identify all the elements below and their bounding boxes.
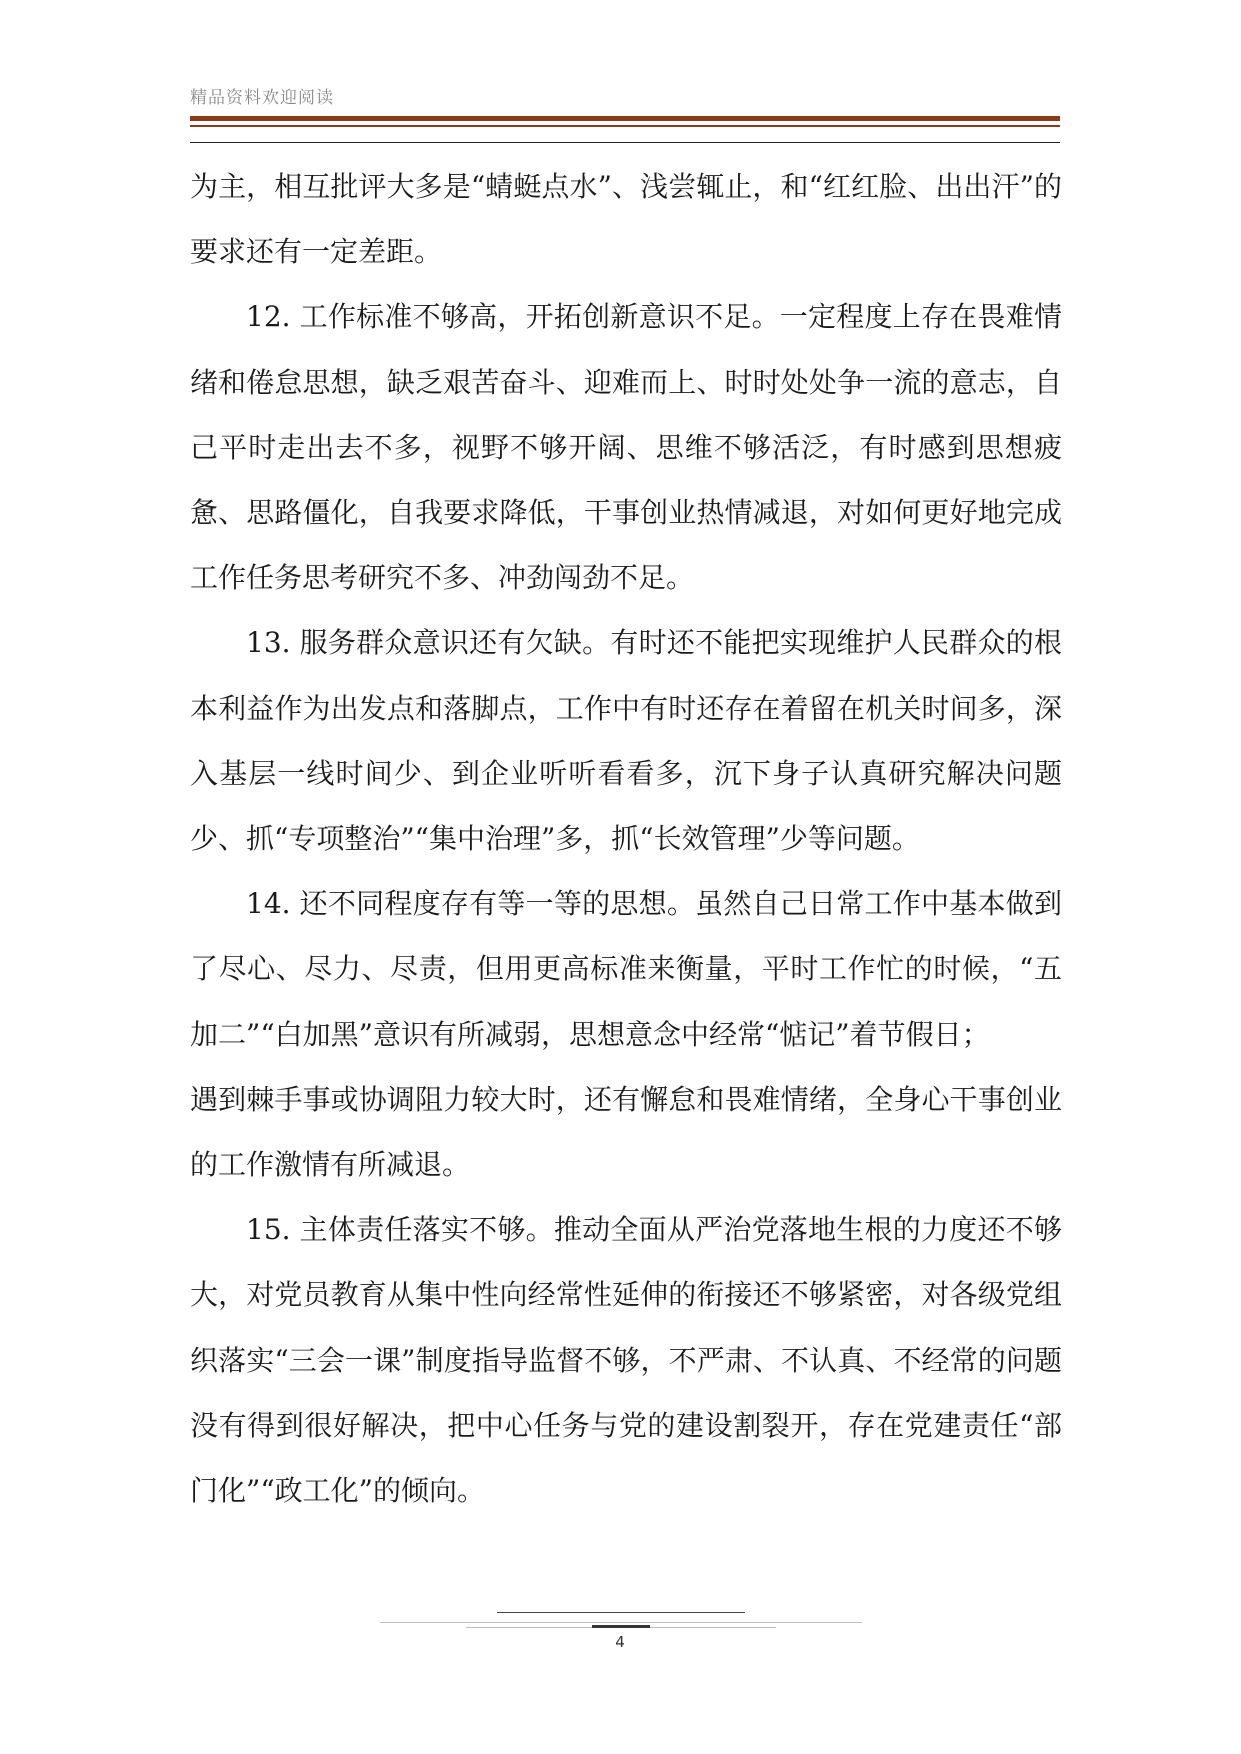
footer-rule-bottom	[380, 1622, 862, 1623]
content-top-rule	[190, 142, 1060, 143]
footer-mark	[592, 1625, 650, 1628]
paragraph-continuation: 为主，相互批评大多是“蜻蜓点水”、浅尝辄止，和“红红脸、出出汗”的要求还有一定差距。	[190, 170, 1062, 269]
paragraph-item-13: 13. 服务群众意识还有欠缺。有时还不能把实现维护人民群众的根本利益作为出发点和落脚点，工作中有时还存在着留在机关时间多，深入基层一线时间少、到企业听听看看多，沉下身子认真研究解决问题少、抓“专项整治”“集中治理”多，抓“长效管理”少等问题。	[190, 626, 1062, 856]
footer-rule-top	[497, 1612, 745, 1613]
document-body	[190, 154, 1062, 1523]
page-header	[190, 86, 1060, 110]
paragraph-item-12: 12. 工作标准不够高，开拓创新意识不足。一定程度上存在畏难情绪和倦怠思想，缺乏艰苦奋斗、迎难而上、时时处处争一流的意志，自己平时走出去不多，视野不够开阔、思维不够活泛，有时感到思想疲惫、思路僵化，自我要求降低，干事创业热情减退，对如何更好地完成工作任务思考研究不多、冲劲闯劲不足。	[190, 300, 1062, 595]
header-text: 精品资料欢迎阅读	[190, 88, 334, 108]
paragraph-item-15: 15. 主体责任落实不够。推动全面从严治党落地生根的力度还不够大，对党员教育从集中性向经常性延伸的衔接还不够紧密，对各级党组织落实“三会一课”制度指导监督不够，不严肃、不认真、不经常的问题没有得到很好解决，把中心任务与党的建设割裂开，存在党建责任“部门化”“政工化”的倾向。	[190, 1213, 1062, 1508]
paragraph-item-14-continuation: 遇到棘手事或协调阻力较大时，还有懈怠和畏难情绪，全身心干事创业的工作激情有所减退。	[190, 1082, 1062, 1182]
paragraph-item-14: 14. 还不同程度存有等一等的思想。虽然自己日常工作中基本做到了尽心、尽力、尽责，但用更高标准来衡量，平时工作忙的时候，“五加二”“白加黑”意识有所减弱，思想意念中经常“惦记”着节假日；	[190, 887, 1062, 1051]
page-number: 4	[615, 1633, 625, 1651]
header-rule	[190, 116, 1060, 143]
